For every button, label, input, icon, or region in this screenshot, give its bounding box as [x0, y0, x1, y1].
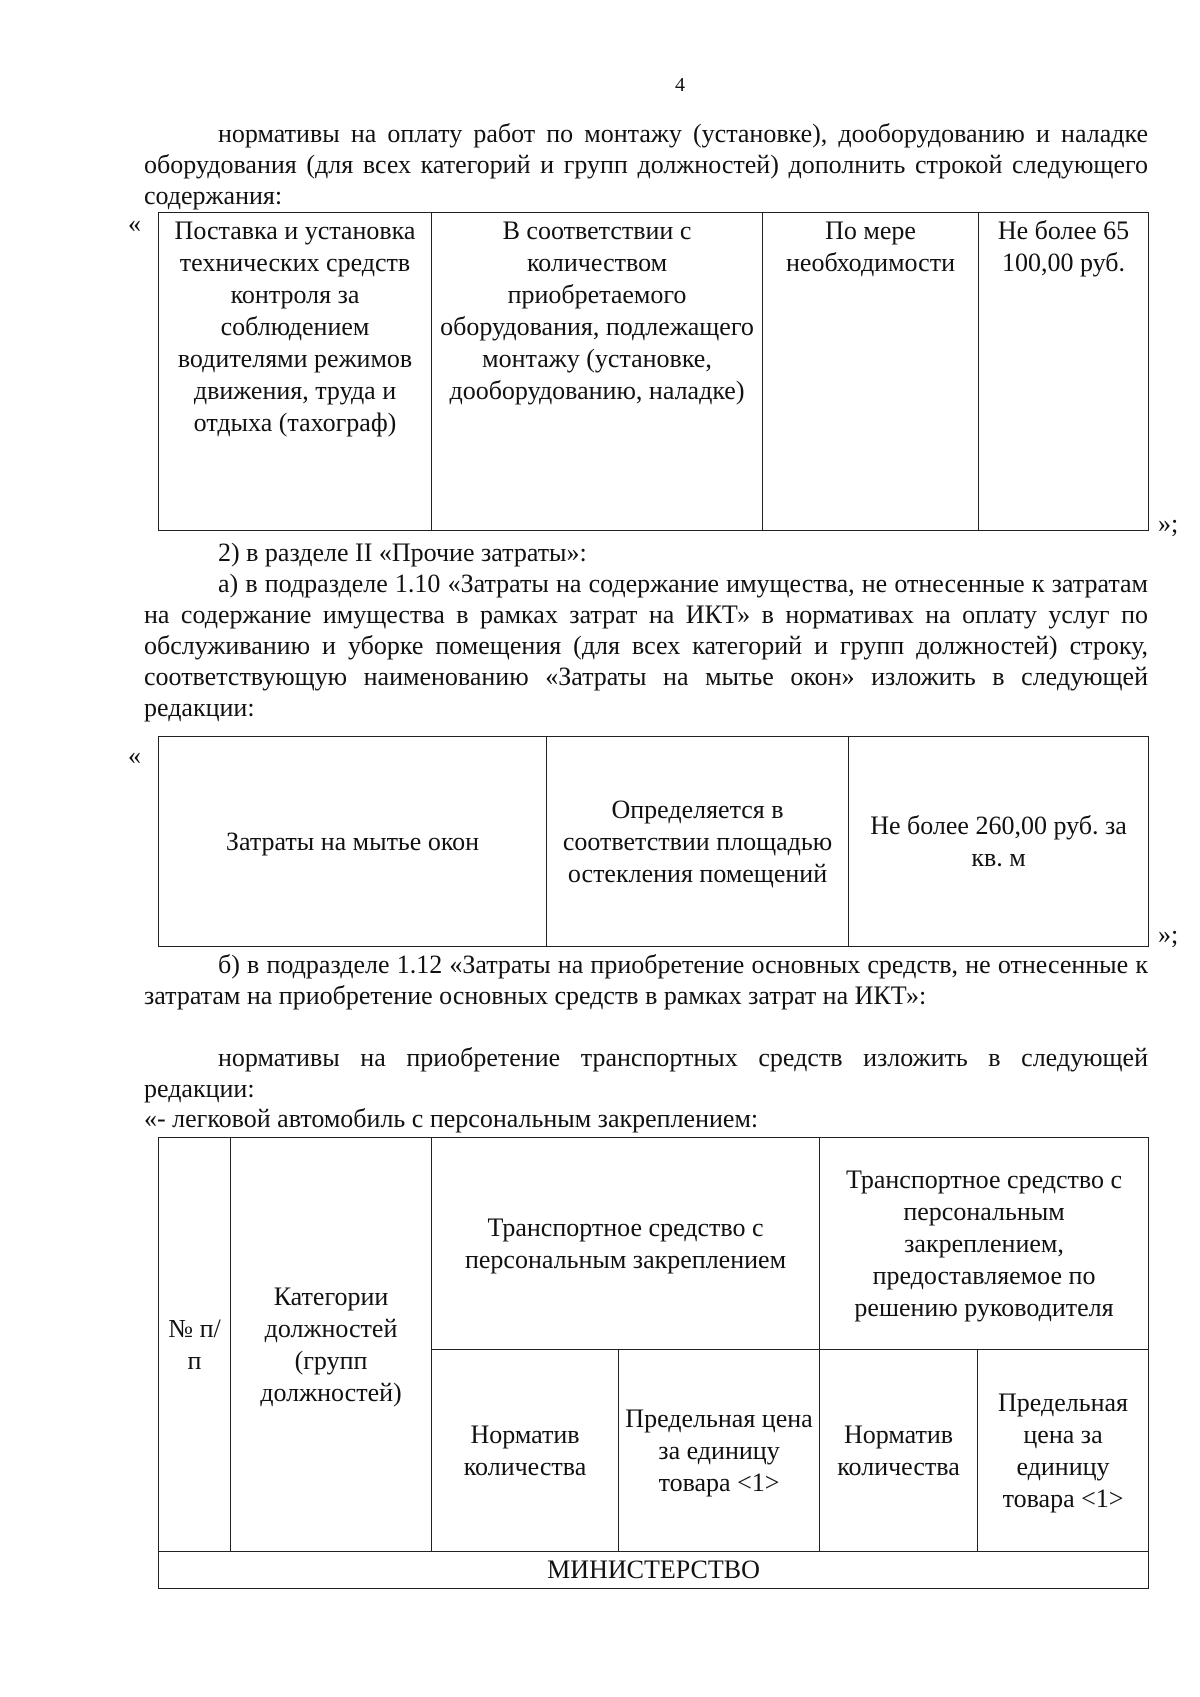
quote-close-1: »; — [1158, 509, 1179, 538]
header-price-limit-2: Предельная цена за единицу товара <1> — [978, 1350, 1149, 1552]
header-price-limit-1: Предельная цена за единицу товара <1> — [619, 1350, 820, 1552]
cell-service-name: Поставка и установка технических средств контроля за соблюдением водителями режимов движения, труда и отдыха (тахограф) — [159, 213, 432, 531]
transport-norms-paragraph: нормативы на приобретение транспортных средств изложить в следующей редакции: — [144, 1043, 1148, 1103]
header-group-personal: Транспортное средство с персональным закреплением — [432, 1138, 820, 1350]
cell-frequency: По мере необходимости — [763, 213, 979, 531]
section-2-heading: 2) в разделе II «Прочие затраты»: — [218, 538, 587, 567]
header-norm-qty-2: Норматив количества — [820, 1350, 978, 1552]
cell-cost-name: Затраты на мытье окон — [159, 737, 547, 947]
header-norm-qty-1: Норматив количества — [432, 1350, 619, 1552]
cell-price-limit: Не более 65 100,00 руб. — [979, 213, 1149, 531]
quote-open-2: « — [128, 741, 141, 770]
table-window-cleaning — [158, 736, 1149, 947]
subsection-a-paragraph: а) в подразделе 1.10 «Затраты на содержание имущества, не отнесенные к затратам на содержание имущества в рамках затрат на ИКТ» в нормативах на оплату услуг по обслуживанию и уборке помещения (для всех категорий и групп должностей) строку, соответствующую наименованию «Затраты на мытье окон» изложить в следующей редакции: — [144, 569, 1148, 722]
cell-cost-basis: Определяется в соответствии площадью остекления помещений — [547, 737, 849, 947]
cell-quantity-basis: В соответствии с количеством приобретаемого оборудования, подлежащего монтажу (установке, дооборудованию, наладке) — [432, 213, 763, 531]
subsection-b-paragraph: б) в подразделе 1.12 «Затраты на приобретение основных средств, не отнесенные к затратам на приобретение основных средств в рамках затрат на ИКТ»: — [144, 950, 1148, 1010]
page-number: 4 — [675, 74, 685, 96]
header-number: № п/п — [159, 1138, 231, 1552]
car-line: «- легковой автомобиль с персональным закреплением: — [144, 1104, 759, 1133]
header-category: Категории должностей (групп должностей) — [231, 1138, 432, 1552]
quote-close-2: »; — [1158, 920, 1179, 949]
intro-paragraph: нормативы на оплату работ по монтажу (установке), дооборудованию и наладке оборудования (для всех категорий и групп должностей) дополнить строкой следующего содержания: — [144, 119, 1148, 210]
cell-cost-limit: Не более 260,00 руб. за кв. м — [849, 737, 1149, 947]
header-group-by-decision: Транспортное средство с персональным закреплением, предоставляемое по решению руководителя — [820, 1138, 1149, 1350]
quote-open-1: « — [128, 209, 141, 238]
table-transport — [158, 1137, 1149, 1589]
ministry-row: МИНИСТЕРСТВО — [159, 1552, 1149, 1589]
table-installation — [158, 212, 1149, 531]
